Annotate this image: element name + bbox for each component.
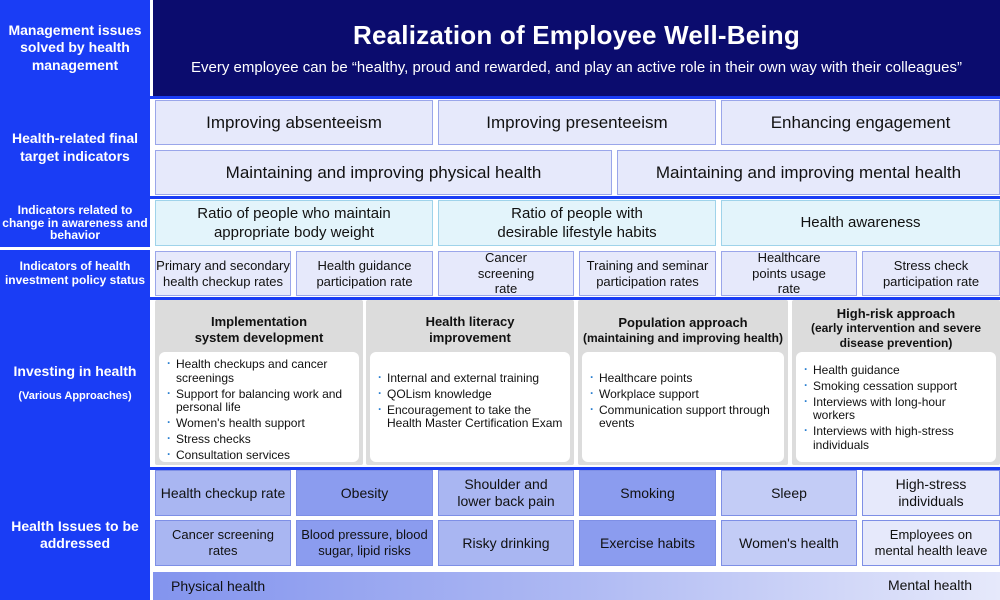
- invest-title-high-risk-sub: (early intervention and severe disease prevention): [810, 321, 982, 350]
- policy-cancer-screening: [438, 251, 574, 296]
- issue-back-pain: [438, 470, 574, 516]
- list-item: · Smoking cessation support: [804, 380, 990, 394]
- policy-points-usage: [721, 251, 857, 296]
- list-item: · Consultation services: [167, 449, 353, 463]
- invest-column-system: [155, 300, 363, 465]
- issue-checkup-rate: [155, 470, 291, 516]
- label-investing-sub: (Various Approaches): [18, 390, 132, 403]
- label-final-target: [0, 99, 150, 196]
- invest-column-population: [578, 300, 788, 465]
- policy-stress-check: [862, 251, 1000, 296]
- list-item: · Interviews with long-hour workers: [804, 396, 990, 424]
- policy-guidance-rate-text: Health guidance participation rate: [316, 257, 413, 289]
- label-management-issues-text: Management issues solved by health management: [8, 22, 142, 73]
- invest-column-literacy: [366, 300, 574, 465]
- invest-column-high-risk: [792, 300, 1000, 465]
- issue-blood-risks: [296, 520, 433, 566]
- awareness-lifestyle: [438, 200, 716, 246]
- list-item: · Internal and external training: [378, 372, 564, 386]
- issue-risky-drinking: [438, 520, 574, 566]
- policy-training-rates-text: Training and seminar participation rates: [586, 257, 709, 289]
- policy-checkup-rates-text: Primary and secondary health checkup rates: [156, 257, 290, 289]
- label-management-issues: [0, 0, 150, 96]
- target-mental-health-text: Maintaining and improving mental health: [655, 162, 962, 182]
- awareness-health: [721, 200, 1000, 246]
- issue-risky-drinking-text: Risky drinking: [462, 534, 550, 551]
- policy-guidance-rate: [296, 251, 433, 296]
- issue-blood-risks-text: Blood pressure, blood sugar, lipid risks: [301, 527, 428, 558]
- invest-box-literacy: [370, 352, 570, 462]
- list-item: · Workplace support: [590, 388, 778, 402]
- divider: [0, 196, 1000, 199]
- header-banner: [153, 0, 1000, 96]
- issue-back-pain-text: Shoulder and lower back pain: [457, 476, 555, 509]
- target-engagement-text: Enhancing engagement: [770, 112, 951, 132]
- awareness-body-weight-text: Ratio of people who maintain appropriate body weight: [197, 204, 391, 241]
- policy-points-usage-text: Healthcare points usage rate: [752, 250, 826, 297]
- invest-title-population: [578, 308, 788, 352]
- issue-cancer-screening: [155, 520, 291, 566]
- invest-title-high-risk: [792, 304, 1000, 352]
- policy-stress-check-text: Stress check participation rate: [882, 257, 980, 289]
- list-item: · Health checkups and cancer screenings: [167, 358, 353, 386]
- list-item: · Healthcare points: [590, 372, 778, 386]
- target-mental-health: [617, 150, 1000, 195]
- scale-mental-label: Mental health: [887, 577, 972, 593]
- issue-womens-health-text: Women's health: [739, 534, 839, 551]
- page-subtitle: Every employee can be “healthy, proud and rewarded, and play an active role in their own way with their colleagues”: [191, 59, 962, 76]
- issue-exercise: [579, 520, 716, 566]
- list-item: · Health guidance: [804, 364, 990, 378]
- awareness-body-weight: [155, 200, 433, 246]
- target-presenteeism: [438, 100, 716, 145]
- issue-checkup-rate-text: Health checkup rate: [160, 484, 286, 501]
- target-absenteeism: [155, 100, 433, 145]
- issue-smoking-text: Smoking: [620, 484, 675, 501]
- physical-mental-scale: [153, 572, 1000, 600]
- label-awareness: [0, 199, 150, 247]
- label-policy-status-text: Indicators of health investment policy status: [4, 259, 146, 287]
- target-absenteeism-text: Improving absenteeism: [206, 112, 382, 132]
- invest-title-high-risk-main: High-risk approach: [836, 305, 956, 321]
- issue-smoking: [579, 470, 716, 516]
- issue-mental-leave: [862, 520, 1000, 566]
- invest-box-high-risk: [796, 352, 996, 462]
- invest-title-population-main: Population approach: [618, 315, 748, 330]
- issue-obesity: [296, 470, 433, 516]
- invest-box-population: [582, 352, 784, 462]
- issue-sleep-text: Sleep: [771, 484, 807, 501]
- label-investing-text: Investing in health: [13, 363, 137, 380]
- label-health-issues-text: Health Issues to be addressed: [11, 517, 139, 551]
- target-physical-health: [155, 150, 612, 195]
- invest-title-literacy: Health literacy improvement: [425, 314, 515, 345]
- awareness-lifestyle-text: Ratio of people with desirable lifestyle habits: [497, 204, 657, 241]
- invest-title-population-sub: (maintaining and improving health): [582, 330, 783, 345]
- issue-obesity-text: Obesity: [340, 484, 389, 501]
- target-physical-health-text: Maintaining and improving physical health: [225, 162, 542, 182]
- policy-checkup-rates: [155, 251, 291, 296]
- issue-womens-health: [721, 520, 857, 566]
- list-item: · QOLism knowledge: [378, 388, 564, 402]
- target-engagement: [721, 100, 1000, 145]
- divider: [0, 96, 1000, 99]
- policy-cancer-screening-text: Cancer screening rate: [477, 250, 535, 297]
- list-item: · Communication support through events: [590, 404, 778, 432]
- label-awareness-text: Indicators related to change in awareness and behavior: [2, 203, 148, 243]
- label-health-issues: [0, 470, 150, 600]
- issue-high-stress: [862, 470, 1000, 516]
- issue-mental-leave-text: Employees on mental health leave: [874, 527, 988, 558]
- list-item: · Support for balancing work and personal life: [167, 388, 353, 416]
- issue-exercise-text: Exercise habits: [600, 534, 695, 551]
- list-item: · Women's health support: [167, 417, 353, 431]
- label-final-target-text: Health-related final target indicators: [11, 130, 139, 164]
- list-item: · Interviews with high-stress individuals: [804, 425, 990, 453]
- issue-high-stress-text: High-stress individuals: [895, 476, 967, 509]
- policy-training-rates: [579, 251, 716, 296]
- page-title: Realization of Employee Well-Being: [353, 20, 800, 50]
- list-item: · Encouragement to take the Health Master Certification Exam: [378, 404, 564, 432]
- issue-sleep: [721, 470, 857, 516]
- target-presenteeism-text: Improving presenteeism: [486, 112, 668, 132]
- invest-box-system: [159, 352, 359, 462]
- label-policy-status: [0, 250, 150, 297]
- issue-cancer-screening-text: Cancer screening rates: [172, 527, 274, 558]
- list-item: · Stress checks: [167, 433, 353, 447]
- awareness-health-text: Health awareness: [800, 214, 921, 232]
- label-investing: [0, 300, 150, 467]
- scale-physical-label: Physical health: [171, 578, 266, 594]
- invest-title-system: Implementation system development: [194, 314, 324, 345]
